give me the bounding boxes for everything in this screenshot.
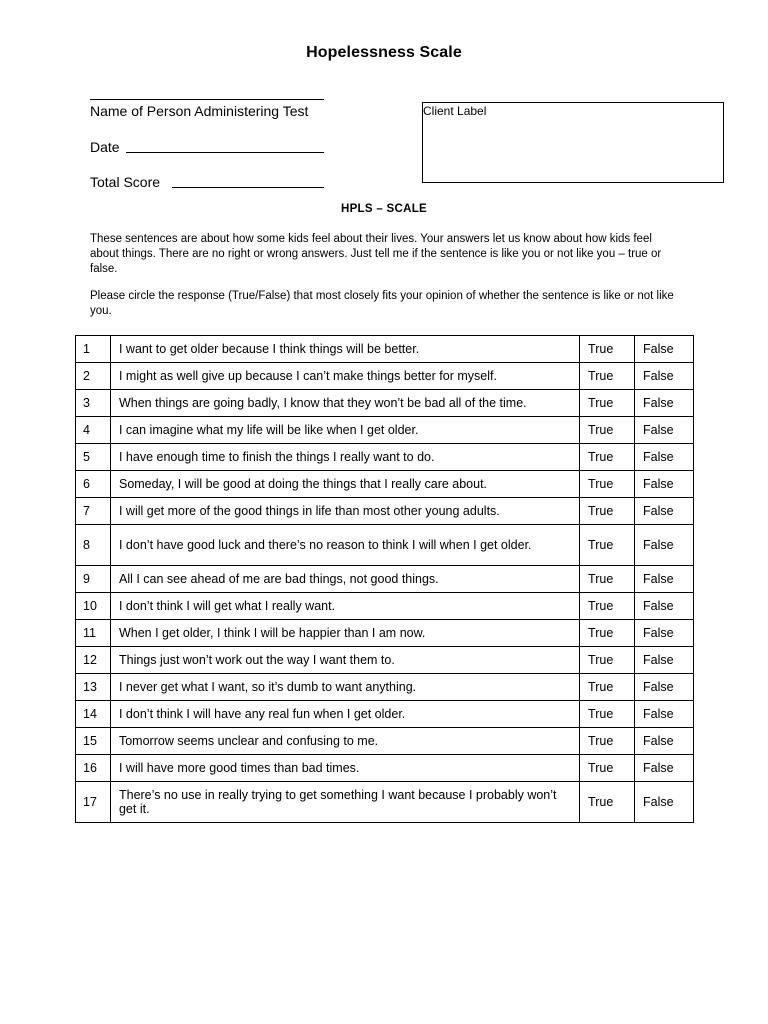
administrator-underline[interactable] [90, 99, 324, 100]
true-option[interactable]: True [580, 363, 635, 390]
item-statement: There’s no use in really trying to get something I want because I probably won’t get it. [110, 782, 579, 823]
client-label-box[interactable] [422, 102, 724, 183]
true-option[interactable]: True [580, 620, 635, 647]
table-row [76, 647, 694, 674]
item-number: 17 [76, 782, 111, 823]
item-number: 4 [76, 417, 111, 444]
true-option[interactable]: True [580, 417, 635, 444]
table-row [76, 336, 694, 363]
true-option[interactable]: True [580, 647, 635, 674]
client-label-text: Client Label [423, 104, 487, 118]
item-number: 6 [76, 471, 111, 498]
intro-paragraph: These sentences are about how some kids feel about their lives. Your answers let us know about how kids feel about things. There are no right or wrong answers. Just tell me if the sentence is like you or not like you – true or false. [90, 233, 662, 275]
table-row [76, 674, 694, 701]
item-statement: I will have more good times than bad times. [110, 755, 579, 782]
item-statement: All I can see ahead of me are bad things, not good things. [110, 566, 579, 593]
item-number: 13 [76, 674, 111, 701]
table-row [76, 593, 694, 620]
false-option[interactable]: False [635, 647, 694, 674]
item-statement: When I get older, I think I will be happier than I am now. [110, 620, 579, 647]
table-row [76, 471, 694, 498]
table-row [76, 620, 694, 647]
false-option[interactable]: False [635, 701, 694, 728]
false-option[interactable]: False [635, 620, 694, 647]
false-option[interactable]: False [635, 390, 694, 417]
false-option[interactable]: False [635, 755, 694, 782]
true-option[interactable]: True [580, 782, 635, 823]
item-number: 7 [76, 498, 111, 525]
item-statement: When things are going badly, I know that they won’t be bad all of the time. [110, 390, 579, 417]
true-option[interactable]: True [580, 498, 635, 525]
item-number: 8 [76, 525, 111, 566]
item-statement: Things just won’t work out the way I want them to. [110, 647, 579, 674]
false-option[interactable]: False [635, 593, 694, 620]
true-option[interactable]: True [580, 755, 635, 782]
false-option[interactable]: False [635, 444, 694, 471]
true-option[interactable]: True [580, 566, 635, 593]
item-number: 10 [76, 593, 111, 620]
item-statement: I don’t think I will have any real fun when I get older. [110, 701, 579, 728]
item-statement: I can imagine what my life will be like when I get older. [110, 417, 579, 444]
false-option[interactable]: False [635, 336, 694, 363]
table-row [76, 444, 694, 471]
table-row [76, 755, 694, 782]
administrator-label: Name of Person Administering Test [90, 103, 309, 119]
false-option[interactable]: False [635, 525, 694, 566]
item-number: 12 [76, 647, 111, 674]
false-option[interactable]: False [635, 728, 694, 755]
table-row [76, 498, 694, 525]
item-statement: I want to get older because I think things will be better. [110, 336, 579, 363]
table-row [76, 525, 694, 566]
true-option[interactable]: True [580, 525, 635, 566]
table-row [76, 363, 694, 390]
item-number: 9 [76, 566, 111, 593]
item-statement: I never get what I want, so it’s dumb to want anything. [110, 674, 579, 701]
item-statement: I have enough time to finish the things I really want to do. [110, 444, 579, 471]
table-row [76, 701, 694, 728]
true-option[interactable]: True [580, 444, 635, 471]
false-option[interactable]: False [635, 471, 694, 498]
item-number: 11 [76, 620, 111, 647]
item-number: 5 [76, 444, 111, 471]
item-number: 14 [76, 701, 111, 728]
item-statement: I don’t think I will get what I really want. [110, 593, 579, 620]
item-number: 16 [76, 755, 111, 782]
item-statement: Someday, I will be good at doing the things that I really care about. [110, 471, 579, 498]
item-number: 2 [76, 363, 111, 390]
date-underline[interactable] [126, 152, 324, 153]
item-number: 1 [76, 336, 111, 363]
false-option[interactable]: False [635, 782, 694, 823]
table-row [76, 782, 694, 823]
table-row [76, 417, 694, 444]
true-option[interactable]: True [580, 728, 635, 755]
true-option[interactable]: True [580, 701, 635, 728]
table-row [76, 728, 694, 755]
item-number: 15 [76, 728, 111, 755]
false-option[interactable]: False [635, 674, 694, 701]
true-option[interactable]: True [580, 336, 635, 363]
total-score-label: Total Score [90, 174, 161, 190]
scale-subtitle: HPLS – SCALE [340, 203, 428, 215]
item-statement: I will get more of the good things in life than most other young adults. [110, 498, 579, 525]
table-row [76, 566, 694, 593]
scale-table [75, 335, 694, 823]
date-label: Date [90, 139, 120, 155]
item-statement: I don’t have good luck and there’s no reason to think I will when I get older. [110, 525, 579, 566]
true-option[interactable]: True [580, 390, 635, 417]
false-option[interactable]: False [635, 417, 694, 444]
table-row [76, 390, 694, 417]
true-option[interactable]: True [580, 593, 635, 620]
item-statement: Tomorrow seems unclear and confusing to me. [110, 728, 579, 755]
true-option[interactable]: True [580, 674, 635, 701]
false-option[interactable]: False [635, 566, 694, 593]
total-score-underline[interactable] [172, 187, 324, 188]
true-option[interactable]: True [580, 471, 635, 498]
item-number: 3 [76, 390, 111, 417]
instructions-paragraph: Please circle the response (True/False) that most closely fits your opinion of whether the sentence is like or not like you. [90, 290, 674, 317]
false-option[interactable]: False [635, 363, 694, 390]
item-statement: I might as well give up because I can’t make things better for myself. [110, 363, 579, 390]
false-option[interactable]: False [635, 498, 694, 525]
page-title: Hopelessness Scale [306, 44, 462, 61]
